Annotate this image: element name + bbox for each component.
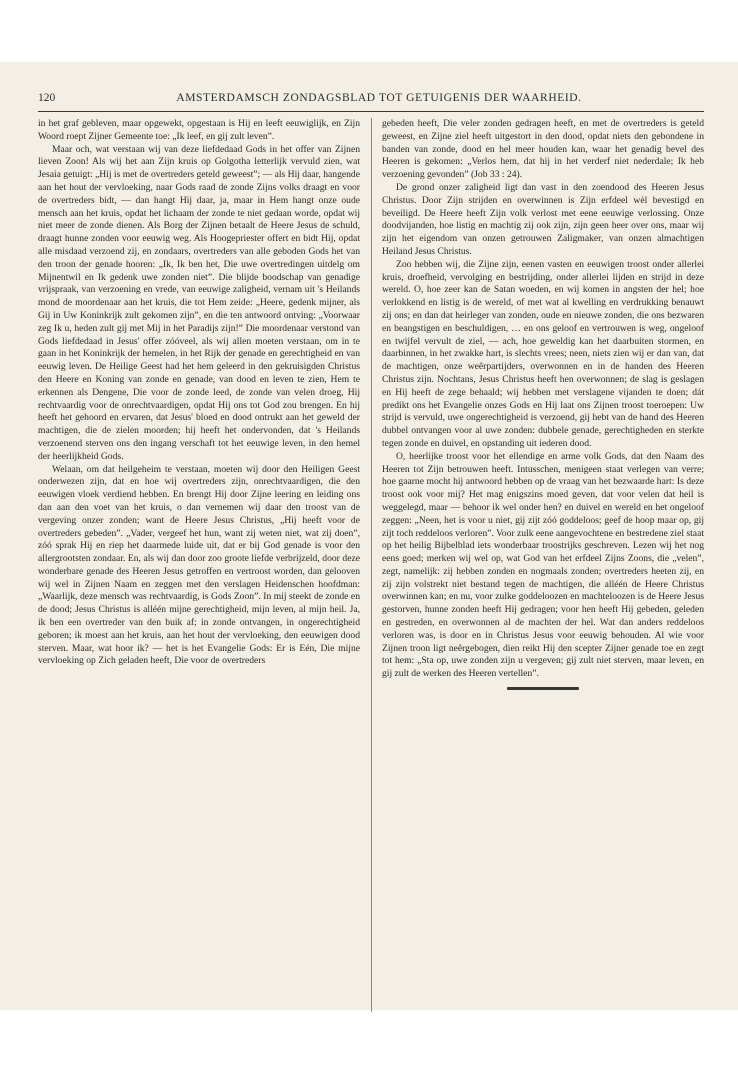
paragraph: O, heerlijke troost voor het ellendige en arme volk Gods, dat den Naam des Heeren tot Zijn betrouwen heeft. Intusschen, menigeen staat verlegen van verre; hoe gaarne mocht hij antwoord hebben op de vraag van het bezwaarde hart: Is deze troost ook voor mij? Het mag enigszins moed geven, dat voor velen dat heil is weggelegd, maar — behoor ik wel onder hen? en duivel en wereld en het ongeloof zeggen: „Neen, het is voor u niet, gij zijt zóó goddeloos; geef de hoop maar op, gij zijt toch reddeloos verloren”. Voor zulk eene aangevochtene en bestredene ziel staat op het heilig Bijbelblad iets wonderbaar troostrijks geschreven. Lezen wij het nog eens goed; merken wij wel op, wat God van het erfdeel Zijns Zoons, die „velen”, zegt, namelijk: zij hebben zonden en nogmaals zonden; overtreders heeten zij, en zij zijn volstrekt niet bestand tegen de machtigen, die alléén de Heere Christus overwinnen kan; en nu, voor zulke goddeloozen en machteloozen is de Heere Jesus gestorven, hunne zonden heeft Hij gedragen; voor hen heeft Hij gebeden, geleden en gestreden, en overwonnen al de machten der hel. Wat dan anders reddeloos verloren was, is door en in Christus Jesus voor eeuwig behouden. Al wie voor Zijnen troon ligt neêrgebogen, dien reikt Hij den scepter Zijner genade toe en zegt tot hem: „Sta op, uwe zonden zijn u vergeven; gij zult niet sterven, maar leven, en gij zult de werken des Heeren vertellen”. bbox=[382, 450, 704, 680]
page-number: 120 bbox=[38, 92, 56, 104]
header-rule bbox=[38, 111, 704, 112]
paragraph: in het graf gebleven, maar opgewekt, opgestaan is Hij en leeft eeuwiglijk, en Zijn Woord roept Zijner Gemeente toe: „Ik leef, en gij zult leven”. bbox=[38, 118, 360, 142]
paragraph: Zoo hebben wij, die Zijne zijn, eenen vasten en eeuwigen troost onder allerlei kruis, droefheid, vervolging en bestrijding, onder allerlei lijden en strijd in deze wereld. O, hoe zeer kan de Satan woeden, en wij komen in angsten der hel; hoe verlokkend en listig is de wereld, of met wat al kwelling en verdrukking benauwt zij ons; en dan dat heirleger van zonden, oude en nieuwe zonden, die ons bezwaren en beangstigen en beschuldigen, … en ons geloof en vertrouwen is weg, ongeloof en twijfel vervult de ziel, — ach, hoe geweldig kan het daarbuiten stormen, en daarbinnen, in het zwakke hart, is slechts vrees; neen, niets zien wij er dan van, dat de machtigen, onze weêrpartijders, overwonnen en in de handen des Heeren Christus zijn. Nochtans, Jesus Christus heeft hen overwonnen; de slag is geslagen en Hij heeft de zege behaald; wij hebben met verslagene vijanden te doen; dát predikt ons het Evangelie onzes Gods en Hij laat ons Zijnen troost toeroepen: Uw strijd is vervuld, uwe ongerechtigheid is verzoend, gij hebt van de hand des Heeren dubbel ontvangen voor al uwe zonden: dubbele genade, gerechtigheden en sterkte tegen zonde en duivel, en opstanding uit iederen dood. bbox=[382, 258, 704, 449]
paragraph: De grond onzer zaligheid ligt dan vast in den zoendood des Heeren Jesus Christus. Door Zijn strijden en overwinnen is Zijn erfdeel wèl bevestigd en beveiligd. De Heere heeft Zijn volk verlost met eene eeuwige verlossing. Onze doodvijanden, hoe listig en machtig zij ook zijn, zijn geen heer over ons, maar wij zijn het eigendom van onzen getrouwen Zaligmaker, van onzen almachtigen Heiland Jesus Christus. bbox=[382, 181, 704, 257]
paragraph: Maar och, wat verstaan wij van deze liefdedaad Gods in het offer van Zijnen lieven Zoon! Als wij het aan Zijn kruis op Golgotha letterlijk vervuld zien, wat Jesaia getuigt: „Hij is met de overtreders geteld geweest”; — als Hij daar, hangende aan het hout der vervloeking, naar Gods raad de zonde Zijns volks draagt en voor de overtreders bidt, — dan hangt Hij daar, ja, maar in Hem hangt onze oude mensch aan het kruis, opdat het lichaam der zonde te niet gedaan worde, opdat wij niet meer de zonde dienen. Als Borg der Zijnen betaalt de Heere Jesus de schuld, draagt hunne zonden voor eeuwig weg. Als Hoogepriester offert en bidt Hij, opdat alle misdaad verzoend zij, en zondaars, overtreders van alle geboden Gods het van den troon der genade hooren: „Ik, Ik ben het, Die uwe overtredingen uitdelg om Mijnentwil en Ik gedenk uwe zonden niet”. Die blijde boodschap van genadige vrijspraak, van verzoening en vrede, van eeuwige zaligheid, vernam uit 's Heilands mond de moordenaar aan het kruis, die tot Hem zeide: „Heere, gedenk mijner, als Gij in Uw Koninkrijk zult gekomen zijn”, en die ten antwoord ontving: „Voorwaar zeg Ik u, heden zult gij met Mij in het Paradijs zijn!” Die moordenaar verstond van Gods liefdedaad in Jesus' offer zóóveel, als wij allen moeten verstaan, om in te gaan in het Koninkrijk der hemelen, in het Rijk der genade en gerechtigheid en van eeuwig leven. De Heilige Geest had het hem geleerd in den gekruisigden Christus den Heere en Koning van zonde en genade, van dood en leven te zien, Hem te erkennen als Dengene, Die voor de zonde leed, de zonde van velen droeg, Hij rechtvaardig voor de onrechtvaardigen, opdat Hij ons tot God zou brengen. En hij heeft het gehoord en ervaren, dat Jesus' bloed en dood ontrukt aan het geweld der machtigen, die de zielen moorden; hij heeft het ondervonden, dat 's Heilands verzoenend sterven ons den ingang verschaft tot het eeuwige leven, in den hemel der heerlijkheid Gods. bbox=[38, 143, 360, 462]
column-divider bbox=[371, 118, 372, 1012]
paragraph: gebeden heeft, Die veler zonden gedragen heeft, en met de overtreders is geteld geweest, en Zijne ziel heeft uitgestort in den dood, opdat niets den gebondene in banden van zonde, dood en hel meer houden kan, waar het genadig bevel des Heeren is gekomen: „Verlos hem, dat hij in het verderf niet nederdale; Ik heb verzoening gevonden” (Job 33 : 24). bbox=[382, 118, 704, 181]
page-header bbox=[38, 92, 700, 108]
running-title: AMSTERDAMSCH ZONDAGSBLAD TOT GETUIGENIS DER WAARHEID. bbox=[176, 92, 582, 104]
right-column bbox=[382, 118, 704, 690]
paragraph: Welaan, om dat heilgeheim te verstaan, moeten wij door den Heiligen Geest onderwezen zijn, dat en hoe wij overtreders zijn, onrechtvaardigen, die den eeuwigen vloek verdiend hebben. En brengt Hij door Zijne leering en leiding ons dan aan den voet van het kruis, o dan vernemen wij daar den troost van de vergeving onzer zonden; want de Heere Jesus Christus, „Hij heeft voor de overtreders gebeden”. „Vader, vergeef het hun, want zij weten niet, wat zij doen”, zóó sprak Hij en riep het daarmede luide uit, dat er bij God genade is voor den allergrootsten zondaar. En, als wij dan door zoo groote liefde verbrijzeld, door deze wonderbare genade des Heeren Jesus getroffen en vertroost worden, dan gelooven wij wel in Zijnen Naam en zeggen met den verslagen Heidenschen hoofdman: „Waarlijk, deze mensch was rechtvaardig, is Gods Zoon”. In mij steekt de zonde en de dood; Jesus Christus is alléén mijne gerechtigheid, mijn leven, al mijn heil. Ja, ik ben een overtreder van den buik af; in zonde ontvangen, in ongerechtigheid geboren; ik moest aan het kruis, aan het hout der vervloeking, den eeuwigen dood sterven. Maar, wat hoor ik? — het is het Evangelie Gods: Er is Eén, Die mijne vervloeking op Zich geladen heeft, Die voor de overtreders bbox=[38, 463, 360, 667]
left-column bbox=[38, 118, 360, 668]
end-ornament bbox=[507, 687, 579, 690]
